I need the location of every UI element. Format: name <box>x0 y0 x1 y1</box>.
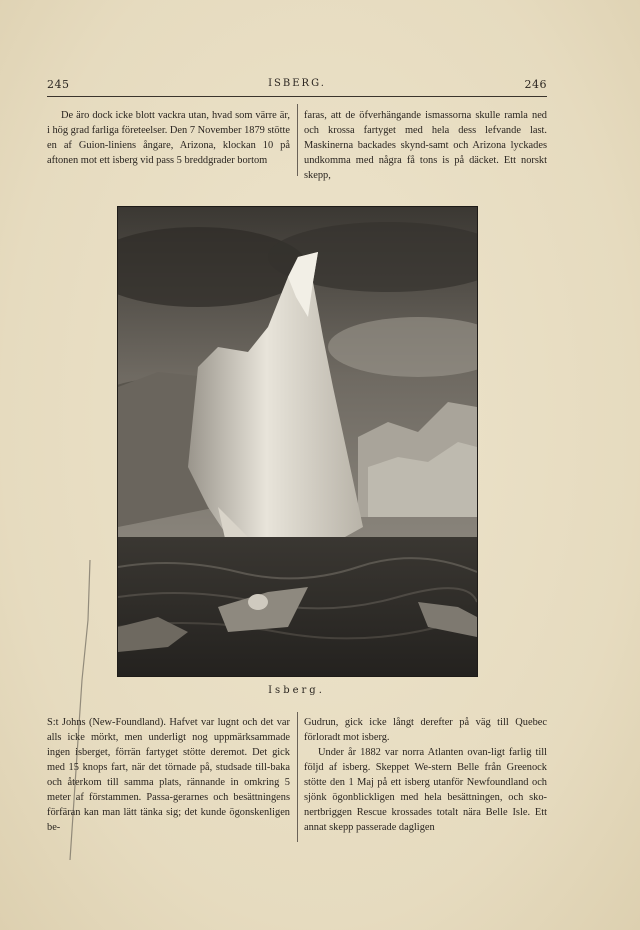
figure-caption: Isberg. <box>268 685 325 696</box>
column-divider <box>297 104 298 176</box>
paragraph: faras, att de öfverhängande ismassorna skulle ramla ned och krossa fartyget med hela dess lefvande last. Maskinerna backades skynd-samt och Arizona lyckades undkomma med några få tons is på däcket. Ett norskt skepp, <box>304 110 547 181</box>
iceberg-engraving <box>117 206 478 677</box>
header-rule <box>47 96 547 97</box>
running-header <box>47 74 547 94</box>
paragraph: Gudrun, gick icke långt derefter på väg till Quebec förloradt mot isberg. <box>304 717 547 743</box>
text-column-bottom-right <box>304 715 547 835</box>
text-column-top-left <box>47 108 290 168</box>
text-column-top-right <box>304 108 547 183</box>
paragraph: Under år 1882 var norra Atlanten ovan-ligt farlig till följd af isberg. Skeppet We-stern Belle från Greenock stötte den 1 Maj på ett isberg utanför Newfoundland och sjönk ögonblickligen med hela besättningen, och sko-nertbriggen Rescue krossades totalt nära Belle Isle. Ett annat skepp passerade dagligen <box>304 747 547 833</box>
paragraph: De äro dock icke blott vackra utan, hvad som värre är, i hög grad farliga företeelser. Den 7 November 1879 stötte en af Guion-liniens ångare, Arizona, klockan 10 på aftonen mot ett isberg vid pass 5 breddgrader bortom <box>47 110 290 166</box>
column-divider <box>297 712 298 842</box>
running-title: ISBERG. <box>268 78 326 89</box>
page-number-left: 245 <box>47 78 70 91</box>
page-number-right: 246 <box>524 78 547 91</box>
paragraph: S:t Johns (New-Foundland). Hafvet var lugnt och det var alls icke mörkt, men underligt nog uppmärksammade ingen isberget, förrän fartyget stötte deremot. Det gick med 15 knops fart, när det törnade på, studsade till-baka och återkom till samma plats, rännande in omkring 5 meter af förstammen. Passa-gerarnes och besättningens förfäran kan man lätt tänka sig; det kunde ögonskenligen be- <box>47 717 290 833</box>
text-column-bottom-left <box>47 715 290 835</box>
